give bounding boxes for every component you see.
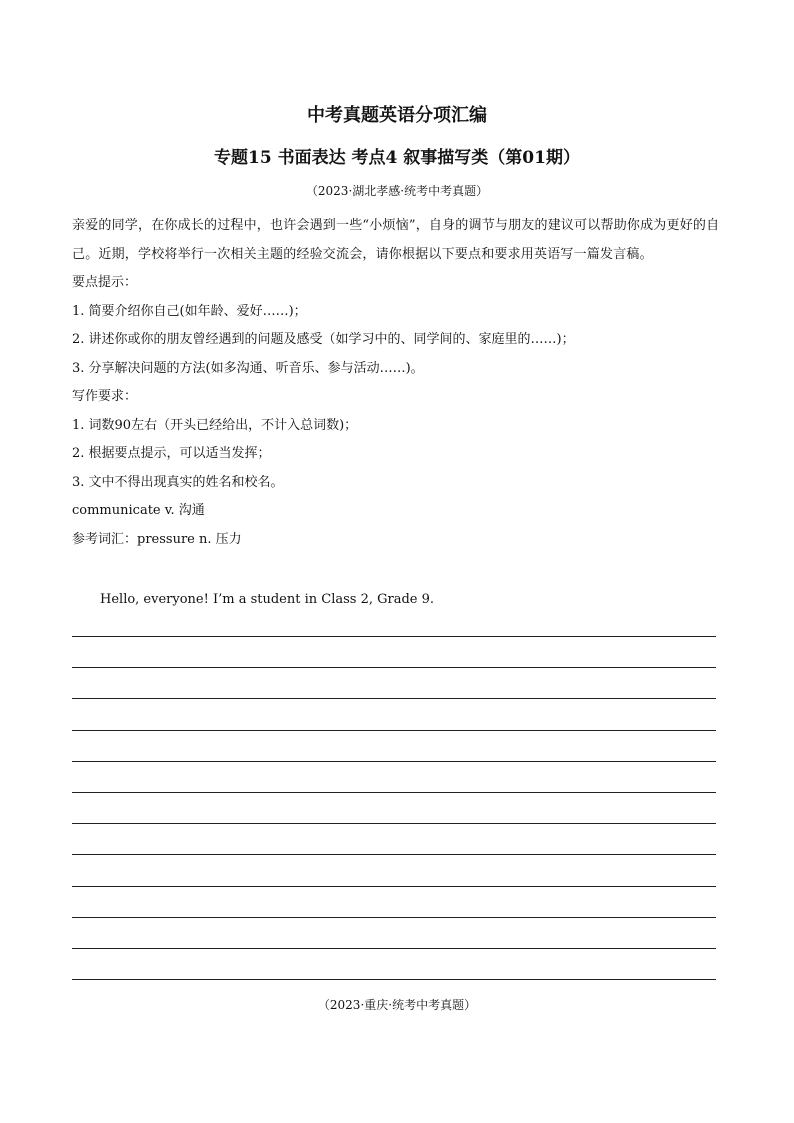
document-title: 中考真题英语分项汇编 xyxy=(307,105,487,126)
question-body xyxy=(72,212,727,554)
answer-line[interactable] xyxy=(72,761,716,792)
answer-line[interactable] xyxy=(72,854,716,885)
requirements-heading: 写作要求： xyxy=(72,389,138,404)
answer-line[interactable] xyxy=(72,730,716,761)
essay-opening: Hello, everyone! I’m a student in Class 2, Grade 9. xyxy=(100,592,435,607)
point-item: 3. 分享解决问题的方法(如多沟通、听音乐、参与活动……)。 xyxy=(72,360,424,376)
answer-line[interactable] xyxy=(72,636,716,667)
points-heading: 要点提示： xyxy=(72,275,138,290)
requirement-item: 2. 根据要点提示，可以适当发挥； xyxy=(72,446,271,461)
answer-line[interactable] xyxy=(72,917,716,948)
answer-line[interactable] xyxy=(72,948,716,979)
answer-line[interactable] xyxy=(72,792,716,823)
vocab-item: 参考词汇：pressure n. 压力 xyxy=(72,531,242,547)
answer-line[interactable] xyxy=(72,886,716,917)
point-item: 1. 简要介绍你自己(如年龄、爱好……)； xyxy=(72,303,307,319)
question-source: （2023·湖北孝感·统考中考真题） xyxy=(305,184,489,198)
answer-lines xyxy=(72,636,716,1010)
question-intro: 亲爱的同学，在你成长的过程中，也许会遇到一些“小烦恼”，自身的调节与朋友的建议可以帮助你成为更好的自己。近期，学校将举行一次相关主题的经验交流会，请你根据以下要点和要求用英语写一篇发言稿。 xyxy=(72,218,720,262)
vocab-item: communicate v. 沟通 xyxy=(72,503,205,518)
point-item: 2. 讲述你或你的朋友曾经遇到的问题及感受（如学习中的、同学间的、家庭里的……)； xyxy=(72,332,575,347)
answer-line[interactable] xyxy=(72,698,716,729)
answer-line[interactable] xyxy=(72,667,716,698)
requirement-item: 1. 词数90左右（开头已经给出，不计入总词数)； xyxy=(72,417,358,433)
next-question-source: （2023·重庆·统考中考真题） xyxy=(317,998,477,1012)
document-subtitle: 专题15 书面表达 考点4 叙事描写类（第01期） xyxy=(214,148,580,168)
requirement-item: 3. 文中不得出现真实的姓名和校名。 xyxy=(72,474,284,490)
answer-line[interactable] xyxy=(72,823,716,854)
